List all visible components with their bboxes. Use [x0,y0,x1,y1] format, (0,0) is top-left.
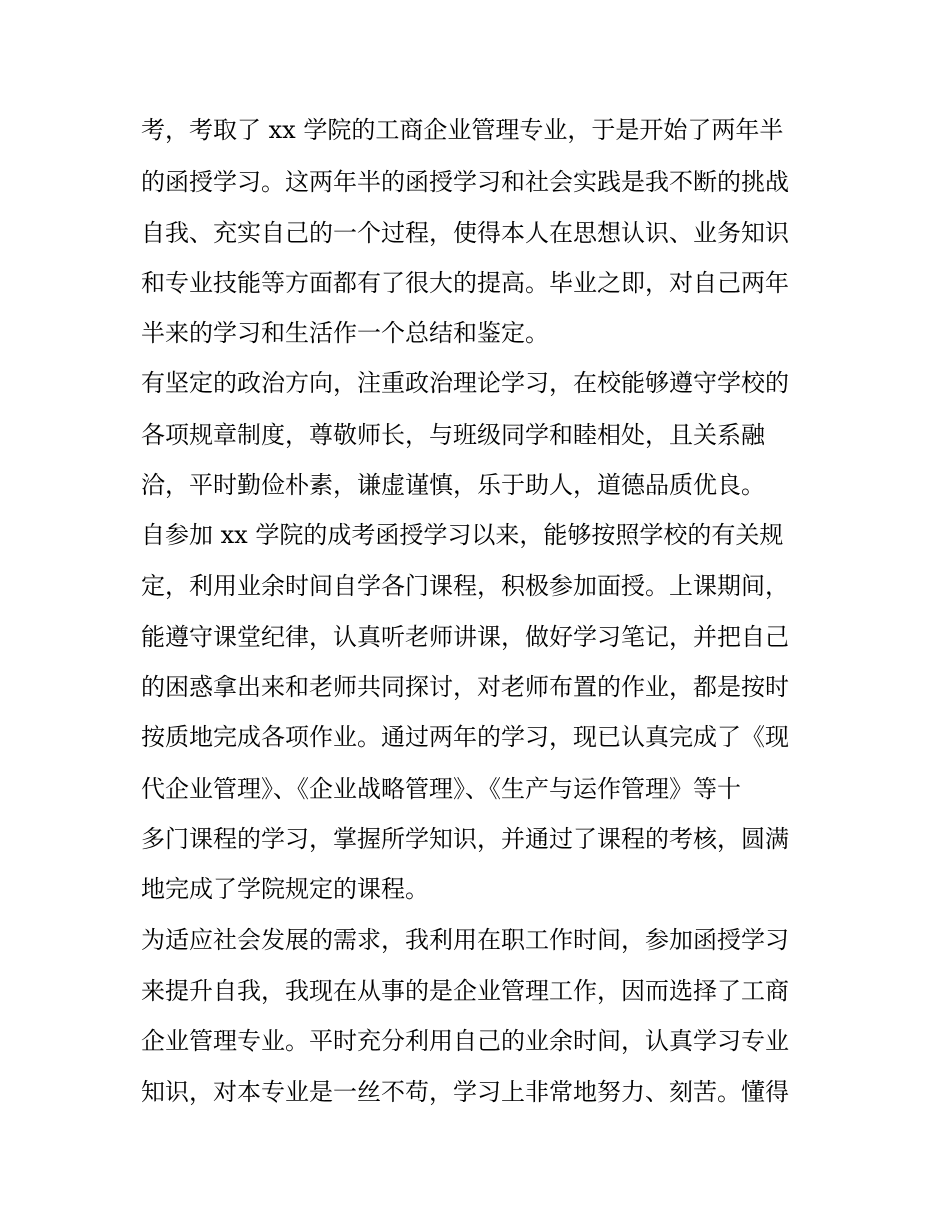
text-line: 能遵守课堂纪律，认真听老师讲课，做好学习笔记，并把自己 [141,623,789,651]
text-line: 自参加 xx 学院的成考函授学习以来，能够按照学校的有关规 [141,521,784,549]
text-line: 洽，平时勤俭朴素，谦虚谨慎，乐于助人，道德品质优良。 [141,471,765,499]
text-line: 自我、充实自己的一个过程，使得本人在思想认识、业务知识 [141,219,789,247]
text-line: 的困惑拿出来和老师共同探讨，对老师布置的作业，都是按时 [141,673,789,701]
text-line: 多门课程的学习，掌握所学知识，并通过了课程的考核，圆满 [141,825,789,853]
text-line: 的函授学习。这两年半的函授学习和社会实践是我不断的挑战 [141,168,789,196]
text-line: 按质地完成各项作业。通过两年的学习，现已认真完成了《现 [141,723,789,751]
text-line: 有坚定的政治方向，注重政治理论学习，在校能够遵守学校的 [141,369,789,397]
text-line: 代企业管理》、《企业战略管理》、《生产与运作管理》等十 [141,775,741,803]
text-line: 来提升自我，我现在从事的是企业管理工作，因而选择了工商 [141,977,789,1005]
text-line: 为适应社会发展的需求，我利用在职工作时间，参加函授学习 [141,926,789,954]
text-line: 半来的学习和生活作一个总结和鉴定。 [141,319,549,347]
text-line: 各项规章制度，尊敬师长，与班级同学和睦相处，且关系融 [141,421,765,449]
text-line: 地完成了学院规定的课程。 [141,875,429,903]
text-line: 和专业技能等方面都有了很大的提高。毕业之即，对自己两年 [141,269,789,297]
text-line: 定，利用业余时间自学各门课程，积极参加面授。上课期间， [141,572,789,600]
text-line: 考，考取了 xx 学院的工商企业管理专业，于是开始了两年半 [141,116,784,144]
text-line: 知识，对本专业是一丝不苟，学习上非常地努力、刻苦。懂得 [141,1078,789,1106]
text-line: 企业管理专业。平时充分利用自己的业余时间，认真学习专业 [141,1027,789,1055]
